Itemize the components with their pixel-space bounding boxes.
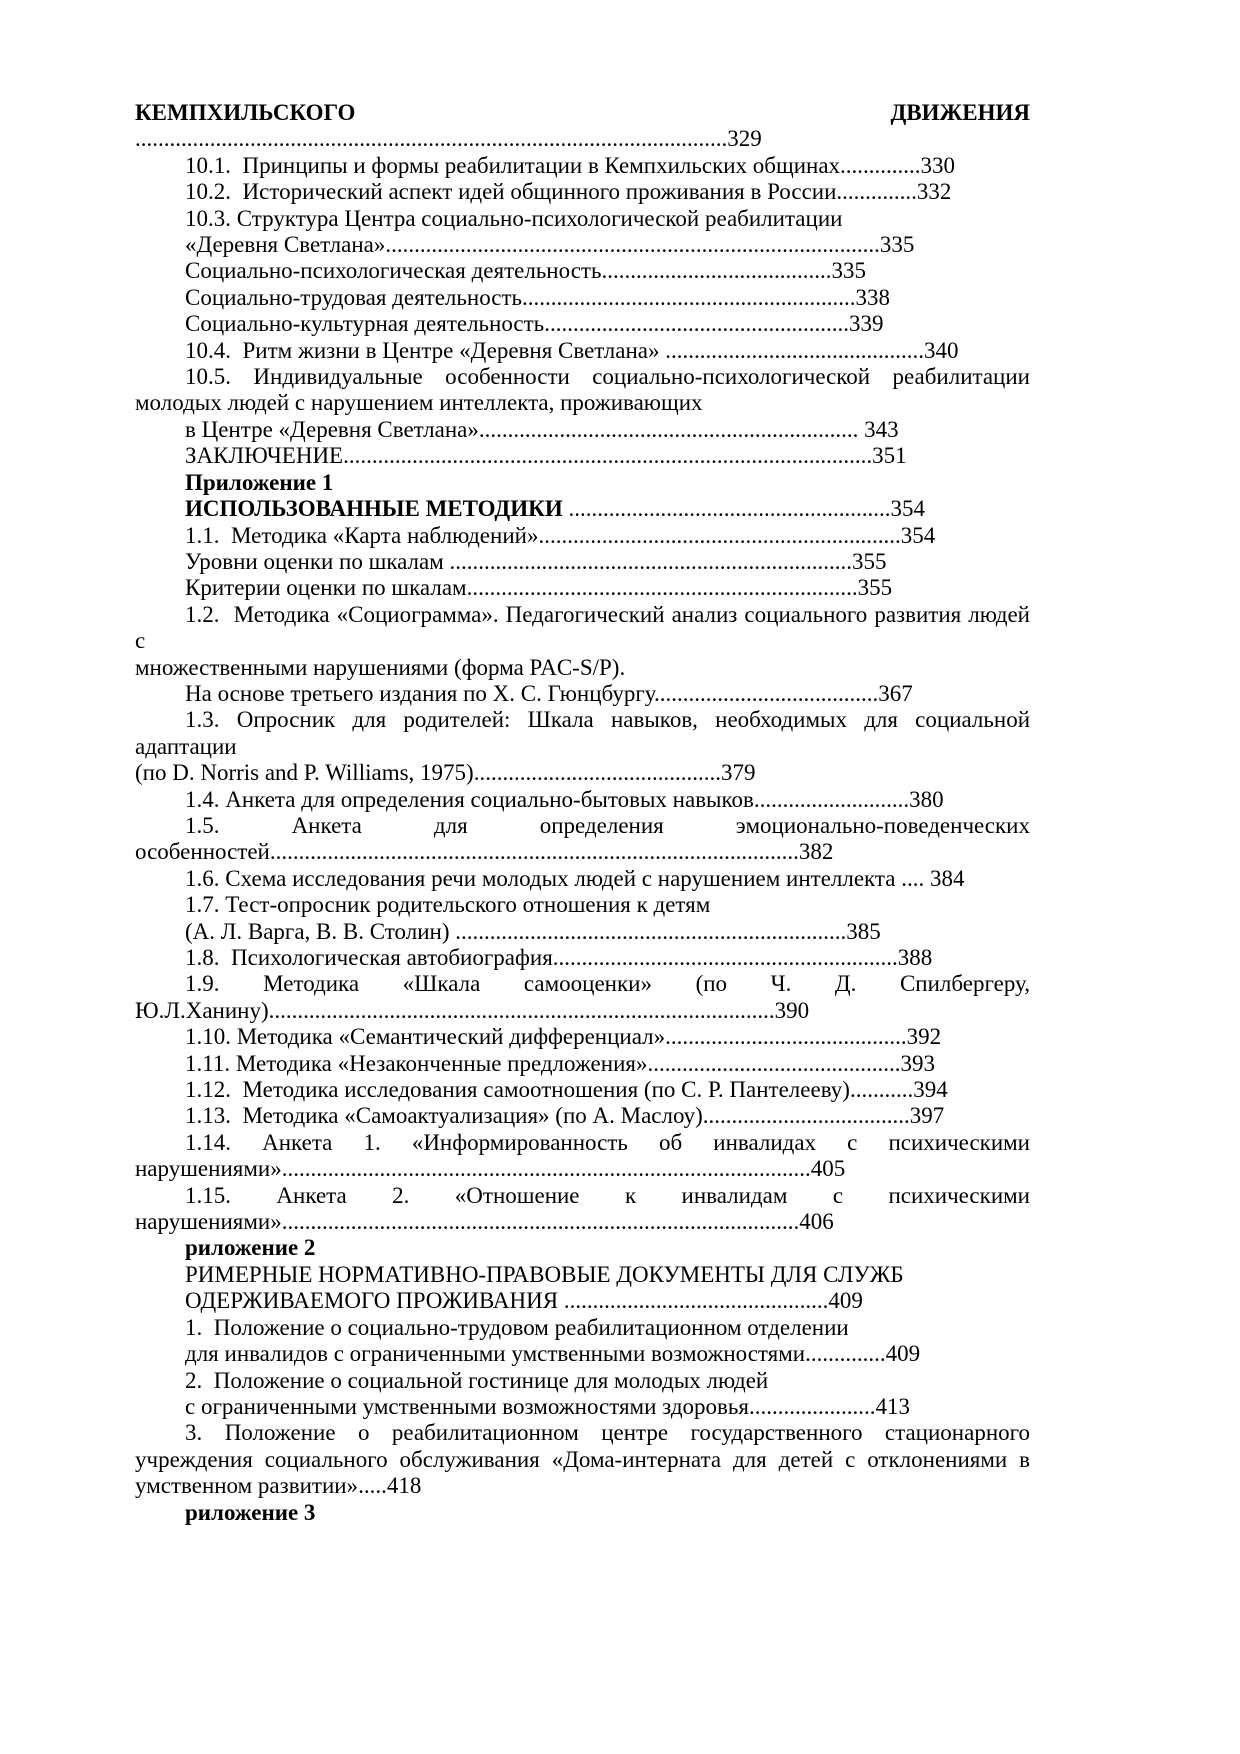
toc-line (135, 998, 1030, 1024)
page-number: 385 (846, 918, 881, 944)
toc-entry-label: 10.1. Принципы и формы реабилитации в Кемпхильских общинах (185, 152, 841, 178)
toc-entry-label: 1.4. Анкета для определения социально-бытовых навыков (185, 786, 754, 812)
toc-entry-label: риложение 2 (185, 1235, 316, 1261)
dot-leader: .................................................................. (478, 416, 859, 442)
page-number: 338 (855, 284, 891, 310)
toc-line (135, 813, 1030, 839)
toc-line (135, 1235, 1030, 1261)
toc-line (135, 1420, 1030, 1446)
dot-leader: .................................................................... (466, 575, 858, 601)
dot-leader: ............................................. (665, 337, 924, 363)
toc-entry-label: 1.3. Опросник для родителей: Шкала навыков, необходимых для социальной адаптации (135, 707, 1036, 759)
toc-entry-label: Социально-культурная деятельность (185, 311, 545, 337)
page-number: 343 (858, 416, 899, 442)
page-number: 394 (913, 1077, 948, 1103)
toc-line (135, 390, 1030, 416)
toc-line (135, 575, 1030, 601)
toc-line (135, 285, 1030, 311)
page-number: 354 (890, 496, 925, 522)
page-number: 339 (848, 311, 884, 337)
dot-leader: ....................................................................................................... (135, 126, 728, 152)
toc-line (135, 1394, 1030, 1420)
dot-leader: .......................................................................................... (281, 1209, 800, 1235)
dot-leader: .............................................. (563, 1288, 829, 1314)
page-number: 382 (798, 839, 834, 865)
toc-entry-label: Социально-трудовая деятельность (185, 284, 523, 310)
toc-entry-label: 1.14. Анкета 1. «Информированность об инвалидах с психическими (185, 1129, 1030, 1155)
dot-leader: ...................................................................... (449, 548, 853, 574)
page-number: 330 (920, 152, 956, 178)
toc-line (135, 1024, 1030, 1050)
toc-entry-label: 2. Положение о социальной гостинице для молодых людей (185, 1367, 769, 1393)
page-number: 332 (916, 179, 952, 205)
toc-entry-label: особенностей (135, 839, 270, 865)
dot-leader: ............................................................................................ (343, 443, 873, 469)
dot-leader: ........................................................ (568, 496, 891, 522)
toc-line (135, 258, 1030, 284)
toc-entry-label: 1. Положение о социально-трудовом реабилитационном отделении (185, 1314, 849, 1340)
toc-line (135, 1368, 1030, 1394)
toc-entry-label: 1.10. Методика «Семантический дифференциал» (185, 1024, 666, 1050)
toc-entry-label: Критерии оценки по шкалам (185, 575, 467, 601)
page-number: 390 (774, 997, 810, 1023)
toc-entry-label: для инвалидов с ограниченными умственными возможностями (185, 1341, 806, 1367)
toc-line (135, 417, 1030, 443)
toc-line (135, 707, 1036, 760)
toc-entry-label: учреждения социального обслуживания «Дома-интерната для детей с отклонениями в (135, 1446, 1030, 1472)
dot-leader: .............. (836, 179, 917, 205)
page-number: 367 (878, 680, 913, 706)
dot-leader: ............................................ (647, 1050, 901, 1076)
toc-entry-label: Ю.Л.Ханину) (135, 997, 269, 1023)
toc-entry-label: 1.8. Психологическая автобиография (185, 945, 553, 970)
dot-leader: ........................................................................................ (268, 997, 775, 1023)
page-number: 397 (909, 1103, 945, 1129)
toc-entry-label: 1.7. Тест-опросник родительского отношения к детям (185, 892, 711, 918)
dot-leader: ........................................ (601, 258, 832, 284)
toc-line (135, 179, 1030, 205)
toc-entry-label: «Деревня Светлана» (185, 232, 386, 258)
page-number: 335 (879, 232, 915, 258)
dot-leader: ...................................................................................... (385, 232, 880, 258)
toc-entry-label: 3. Положение о реабилитационном центре государственного стационарного (185, 1420, 1030, 1446)
dot-leader: .......................................................... (522, 284, 856, 310)
toc-line (135, 971, 1030, 997)
toc-line (135, 655, 1030, 681)
page-number: 393 (900, 1050, 935, 1076)
dot-leader: .............. (840, 152, 921, 178)
page-number: 351 (872, 443, 907, 469)
toc-line (135, 1209, 1030, 1235)
dot-leader: ............................................................... (538, 522, 901, 548)
toc-entry-label: (А. Л. Варга, В. В. Столин) (185, 918, 456, 944)
page-number: 329 (727, 126, 762, 152)
page-number: 340 (923, 337, 959, 363)
toc-line (135, 919, 1030, 945)
toc-entry-label: РИМЕРНЫЕ НОРМАТИВНО-ПРАВОВЫЕ ДОКУМЕНТЫ ДЛЯ СЛУЖБ (185, 1261, 904, 1287)
toc-entry-label: множественными нарушениями (форма PAC-S/P). (135, 654, 626, 680)
page-number: 418 (386, 1473, 422, 1499)
toc-entry-label: нарушениями» (135, 1156, 282, 1182)
toc-line (135, 1500, 1030, 1526)
toc-entry-label: Социально-психологическая деятельность (185, 258, 602, 284)
dot-leader: ............................................................ (552, 945, 898, 970)
dot-leader: ...................... (748, 1393, 876, 1419)
page-number: 409 (885, 1341, 921, 1367)
toc-entry-label: нарушениями» (135, 1209, 282, 1235)
toc-entry-label: Приложение 1 (185, 469, 334, 495)
toc-line (135, 760, 1030, 786)
toc-entry-label: Уровни оценки по шкалам (185, 548, 450, 574)
toc-entry-label: 1.1. Методика «Карта наблюдений» (185, 522, 539, 548)
page-number: 354 (900, 522, 936, 548)
dot-leader: ..... (358, 1473, 387, 1499)
dot-leader: ........... (849, 1077, 914, 1103)
toc-line (135, 523, 1030, 549)
toc (135, 100, 1036, 1526)
toc-entry-label: 1.15. Анкета 2. «Отношение к инвалидам с психическими (185, 1182, 1030, 1208)
page-number: 409 (828, 1288, 863, 1314)
toc-line (135, 866, 1030, 892)
toc-line (135, 1447, 1030, 1473)
toc-entry-label: молодых людей с нарушением интеллекта, проживающих (135, 390, 703, 416)
dot-leader: .... (901, 865, 925, 891)
dot-leader: ..................................................... (544, 311, 849, 337)
toc-line (135, 839, 1030, 865)
toc-line (135, 496, 1030, 522)
toc-entry-label: 1.5. Анкета для определения эмоционально-поведенческих (185, 812, 1030, 838)
toc-entry-label: 1.12. Методика исследования самоотношения (по С. Р. Пантелееву) (185, 1077, 850, 1103)
toc-line (135, 364, 1030, 390)
dot-leader: ............................................................................................ (281, 1156, 811, 1182)
dot-leader: .......................................... (665, 1024, 907, 1050)
toc-line (135, 470, 1030, 496)
toc-entry-label: 10.5. Индивидуальные особенности социально-психологической реабилитации (185, 364, 1030, 390)
dot-leader: .............. (805, 1341, 886, 1367)
page-number: 384 (924, 865, 965, 891)
toc-line (135, 601, 1036, 655)
page-number: 406 (799, 1209, 834, 1235)
toc-line (135, 443, 1030, 469)
dot-leader: ........................... (753, 786, 910, 812)
page-number: 355 (857, 575, 893, 601)
toc-line (135, 1183, 1030, 1209)
toc-entry-label: 10.4. Ритм жизни в Центре «Деревня Светлана» (185, 337, 666, 363)
page-number: 413 (875, 1393, 910, 1419)
toc-entry-label: (по D. Norris and P. Williams, 1975) (135, 760, 474, 786)
toc-line (135, 232, 1030, 258)
toc-line (135, 338, 1030, 364)
toc-entry-label: ОДЕРЖИВАЕМОГО ПРОЖИВАНИЯ (185, 1288, 564, 1314)
toc-line (135, 1130, 1030, 1156)
toc-line (135, 1051, 1030, 1077)
toc-line (135, 1473, 1030, 1499)
toc-entry-label: в Центре «Деревня Светлана» (185, 416, 479, 442)
page-number: 405 (810, 1156, 846, 1182)
toc-entry-label: КЕМПХИЛЬСКОГО ДВИЖЕНИЯ (135, 100, 1030, 125)
toc-line (135, 100, 1030, 126)
toc-line (135, 1315, 1030, 1341)
toc-line (135, 945, 1030, 971)
page-number: 355 (852, 548, 887, 574)
page-number: 380 (909, 786, 944, 812)
toc-entry-label: ЗАКЛЮЧЕНИЕ (185, 443, 344, 469)
toc-entry-label: 10.2. Исторический аспект идей общинного проживания в России (185, 179, 837, 205)
toc-entry-label: риложение 3 (185, 1499, 316, 1525)
dot-leader: ....................................... (654, 680, 879, 706)
toc-line (135, 311, 1030, 337)
dot-leader: .................................... (702, 1103, 910, 1129)
toc-entry-label: умственном развитии» (135, 1473, 359, 1499)
toc-entry-label: На основе третьего издания по Х. С. Гюнцбургу (185, 680, 654, 706)
page-number: 335 (831, 258, 866, 284)
toc-line (135, 1341, 1030, 1367)
toc-line (135, 892, 1030, 918)
toc-line (135, 1288, 1030, 1314)
toc-line (135, 1103, 1030, 1129)
toc-entry-label: 1.2. Методика «Социограмма». Педагогический анализ социального развития людей с (135, 601, 1036, 654)
page-number: 388 (897, 945, 933, 970)
toc-line (135, 549, 1030, 575)
dot-leader: ........................................... (473, 760, 721, 786)
toc-entry-label: 1.11. Методика «Незаконченные предложения» (185, 1050, 648, 1076)
toc-entry-label: 1.13. Методика «Самоактуализация» (по А. Маслоу) (185, 1103, 703, 1129)
toc-line (135, 681, 1030, 707)
page-number: 379 (720, 760, 756, 786)
toc-line (135, 1077, 1030, 1103)
toc-line (135, 206, 1030, 232)
toc-line (135, 1156, 1030, 1182)
toc-entry-label: 1.6. Схема исследования речи молодых людей с нарушением интеллекта (185, 865, 902, 891)
toc-line (135, 126, 1030, 152)
dot-leader: .................................................................... (455, 918, 847, 944)
toc-entry-label: с ограниченными умственными возможностями здоровья (185, 1393, 749, 1419)
toc-line (135, 1262, 1030, 1288)
toc-entry-label: 1.9. Методика «Шкала самооценки» (по Ч. Д. Спилбергеру, (185, 971, 1030, 997)
page-number: 392 (906, 1024, 942, 1050)
toc-entry-label: 10.3. Структура Центра социально-психологической реабилитации (185, 205, 843, 231)
dot-leader: ............................................................................................ (269, 839, 799, 865)
toc-line (135, 787, 1030, 813)
toc-line (135, 153, 1030, 179)
toc-entry-label: ИСПОЛЬЗОВАННЫЕ МЕТОДИКИ (185, 496, 569, 522)
